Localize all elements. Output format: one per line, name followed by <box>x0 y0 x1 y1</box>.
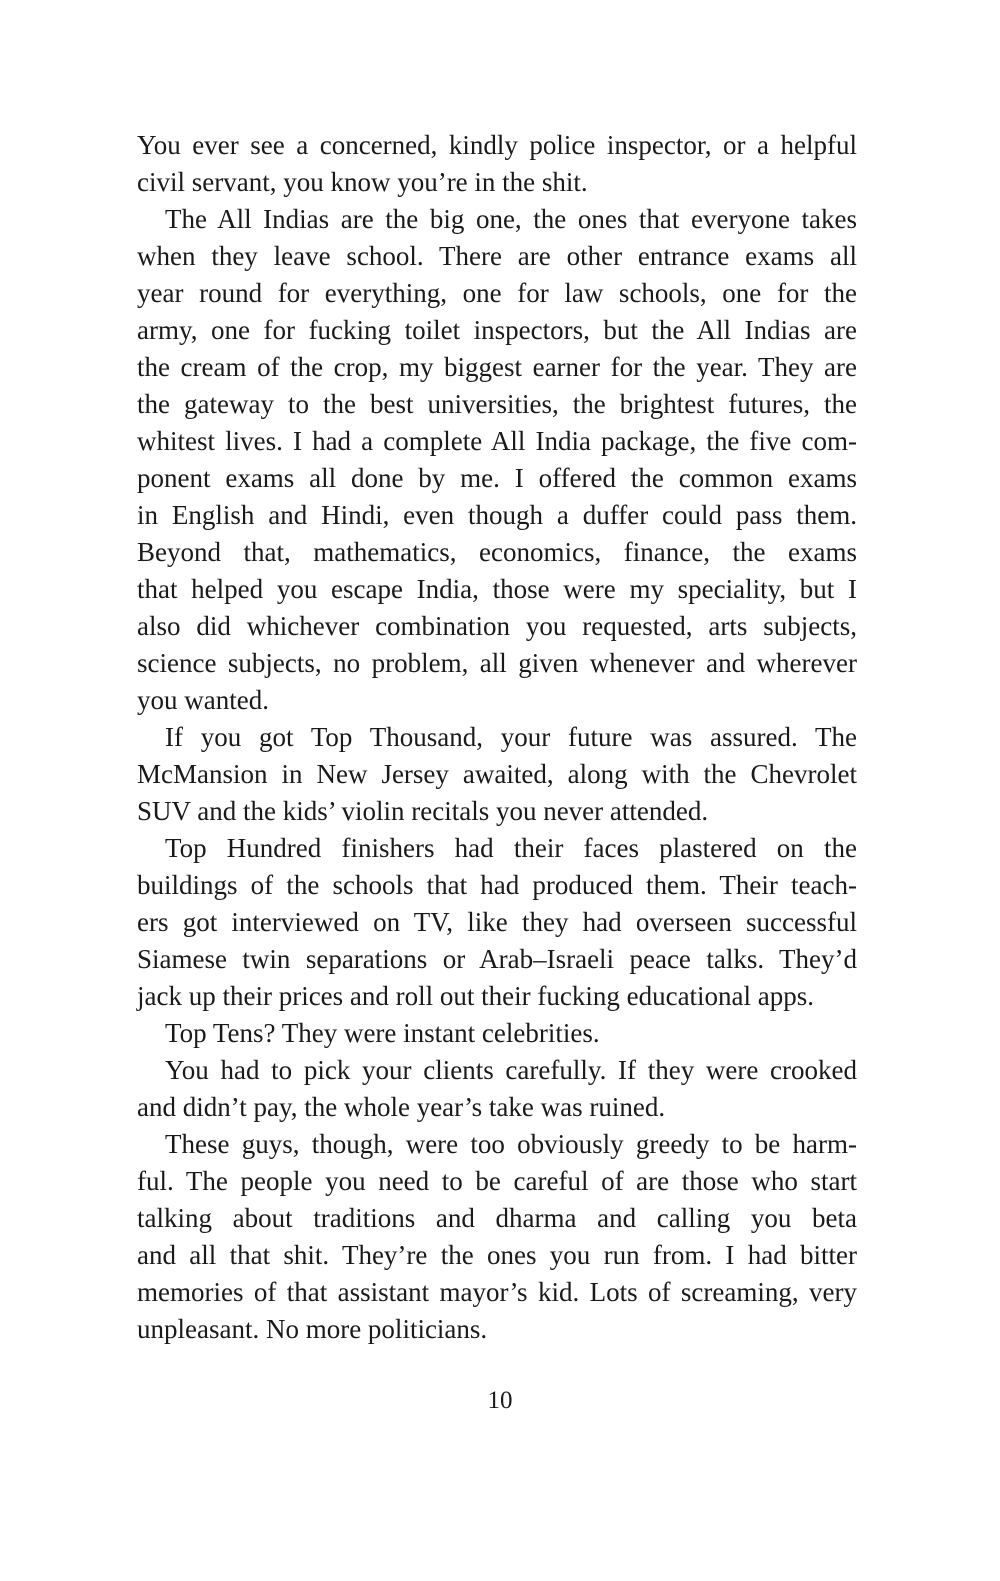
text-line: ers got interviewed on TV, like they had overseen successful <box>137 907 857 937</box>
text-line: whitest lives. I had a complete All India package, the five com- <box>137 426 857 456</box>
text-line: The All Indias are the big one, the ones that everyone takes <box>165 204 857 234</box>
text-line: when they leave school. There are other entrance exams all <box>137 241 857 271</box>
text-line: Siamese twin separations or Arab–Israeli peace talks. They’d <box>137 944 857 974</box>
text-line: and didn’t pay, the whole year’s take was ruined. <box>137 1092 666 1122</box>
text-line: jack up their prices and roll out their fucking educational apps. <box>137 981 815 1011</box>
text-line: year round for everything, one for law schools, one for the <box>137 278 857 308</box>
text-line: If you got Top Thousand, your future was assured. The <box>165 722 857 752</box>
text-line: memories of that assistant mayor’s kid. Lots of screaming, very <box>137 1277 857 1307</box>
text-line: also did whichever combination you requested, arts subjects, <box>137 611 857 641</box>
text-line: civil servant, you know you’re in the shit. <box>137 167 588 197</box>
text-line: ponent exams all done by me. I offered the common exams <box>137 463 857 493</box>
text-line: Beyond that, mathematics, economics, finance, the exams <box>137 537 857 567</box>
text-line: science subjects, no problem, all given whenever and wherever <box>137 648 857 678</box>
text-line: unpleasant. No more politicians. <box>137 1314 488 1344</box>
page-number: 10 <box>487 1387 513 1414</box>
text-line: SUV and the kids’ violin recitals you never attended. <box>137 796 709 826</box>
text-line: Top Tens? They were instant celebrities. <box>165 1018 600 1048</box>
text-line: and all that shit. They’re the ones you run from. I had bitter <box>137 1240 857 1270</box>
text-line: the gateway to the best universities, the brightest futures, the <box>137 389 857 419</box>
text-line: ful. The people you need to be careful of are those who start <box>137 1166 857 1196</box>
text-line: You ever see a concerned, kindly police inspector, or a helpful <box>137 130 857 160</box>
text-line: the cream of the crop, my biggest earner for the year. They are <box>137 352 857 382</box>
text-line: army, one for fucking toilet inspectors, but the All Indias are <box>137 315 857 345</box>
text-line: You had to pick your clients carefully. If they were crooked <box>165 1055 857 1085</box>
text-line: buildings of the schools that had produced them. Their teach- <box>137 870 857 900</box>
text-line: talking about traditions and dharma and calling you beta <box>137 1203 857 1233</box>
body-text <box>137 127 857 1348</box>
text-line: McMansion in New Jersey awaited, along with the Chevrolet <box>137 759 857 789</box>
text-line: These guys, though, were too obviously greedy to be harm- <box>165 1129 857 1159</box>
text-line: you wanted. <box>137 685 269 715</box>
text-line: in English and Hindi, even though a duffer could pass them. <box>137 500 857 530</box>
text-line: Top Hundred finishers had their faces plastered on the <box>165 833 857 863</box>
text-line: that helped you escape India, those were my speciality, but I <box>137 574 857 604</box>
